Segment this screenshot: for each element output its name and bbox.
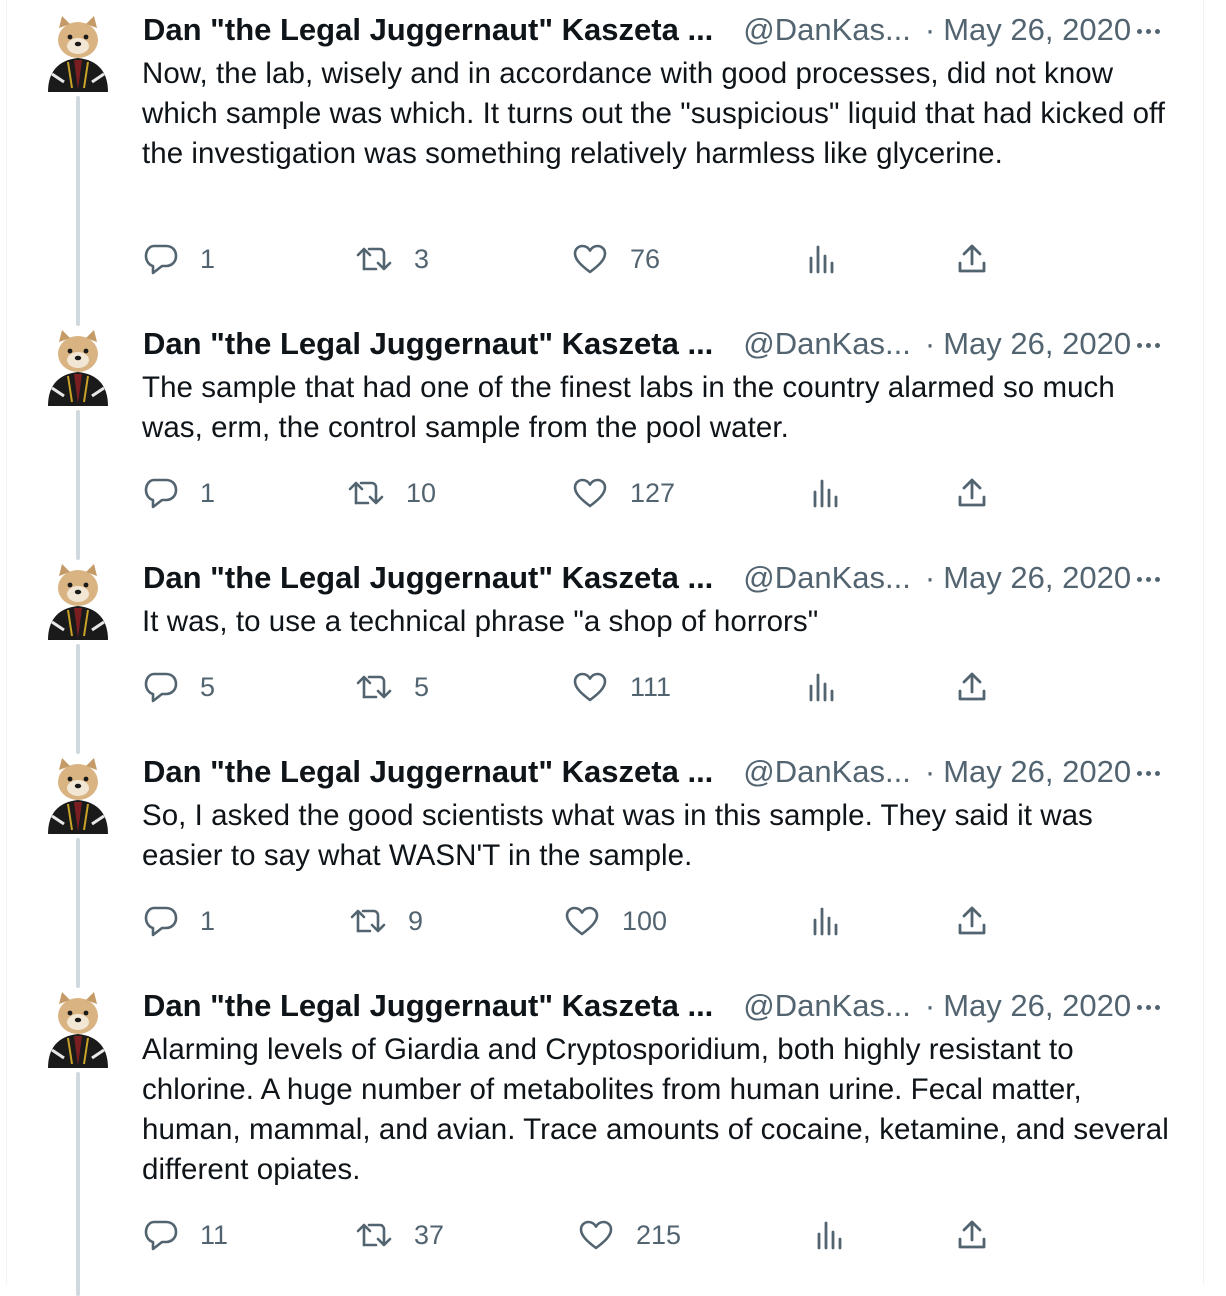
more-icon[interactable] xyxy=(1128,330,1168,360)
avatar-image xyxy=(44,754,112,836)
share-button[interactable] xyxy=(956,239,988,279)
share-icon xyxy=(956,671,988,703)
tweet-text: It was, to use a technical phrase "a shop of horrors" xyxy=(142,605,819,638)
heart-icon xyxy=(572,477,608,509)
analytics-icon xyxy=(806,672,836,702)
reply-icon xyxy=(144,905,178,937)
like-count: 100 xyxy=(622,905,668,936)
like-button[interactable] xyxy=(578,1215,681,1255)
tweet-header xyxy=(143,988,1194,1024)
share-button[interactable] xyxy=(956,473,988,513)
reply-count: 1 xyxy=(200,477,216,508)
author-name[interactable]: Dan "the Legal Juggernaut" Kaszeta ... xyxy=(143,12,714,47)
analytics-icon xyxy=(806,244,836,274)
reply-count: 11 xyxy=(200,1219,229,1250)
like-button[interactable] xyxy=(572,667,671,707)
reply-count: 1 xyxy=(200,905,216,936)
like-button[interactable] xyxy=(564,901,667,941)
like-count: 127 xyxy=(630,477,676,508)
author-handle[interactable]: @DanKas... xyxy=(743,754,911,789)
retweet-icon xyxy=(350,907,386,935)
retweet-icon xyxy=(356,673,392,701)
more-icon[interactable] xyxy=(1128,564,1168,594)
like-count: 215 xyxy=(636,1219,682,1250)
avatar-image xyxy=(44,326,112,408)
reply-icon xyxy=(144,1219,178,1251)
author-name[interactable]: Dan "the Legal Juggernaut" Kaszeta ... xyxy=(143,326,714,361)
reply-count: 1 xyxy=(200,243,216,274)
tweet-date[interactable]: May 26, 2020 xyxy=(943,560,1132,595)
avatar[interactable] xyxy=(44,754,112,836)
reply-button[interactable] xyxy=(144,239,215,279)
avatar[interactable] xyxy=(44,326,112,408)
analytics-button[interactable] xyxy=(806,667,836,707)
tweet-date[interactable]: May 26, 2020 xyxy=(943,326,1132,361)
tweet-5[interactable] xyxy=(0,976,1226,1284)
header-separator: · xyxy=(924,988,936,1023)
tweet-text: The sample that had one of the finest labs in the country alarmed so much was, erm, the control sample from the pool water. xyxy=(142,371,1115,444)
retweet-count: 9 xyxy=(408,905,424,936)
thread-connector-line xyxy=(76,96,80,326)
avatar[interactable] xyxy=(44,988,112,1070)
like-button[interactable] xyxy=(572,239,660,279)
retweet-icon xyxy=(348,479,384,507)
retweet-count: 10 xyxy=(406,477,437,508)
author-handle[interactable]: @DanKas... xyxy=(743,560,911,595)
avatar-image xyxy=(44,560,112,642)
tweet-text: So, I asked the good scientists what was in this sample. They said it was easier to say what WASN'T in the sample. xyxy=(142,799,1093,872)
reply-icon xyxy=(144,477,178,509)
share-icon xyxy=(956,905,988,937)
tweet-3[interactable] xyxy=(0,548,1226,742)
retweet-icon xyxy=(356,245,392,273)
avatar-image xyxy=(44,988,112,1070)
tweet-1[interactable] xyxy=(0,0,1226,314)
heart-icon xyxy=(564,905,600,937)
tweet-actions xyxy=(0,901,1226,941)
retweet-count: 37 xyxy=(414,1219,445,1250)
analytics-button[interactable] xyxy=(814,1215,844,1255)
retweet-count: 5 xyxy=(414,671,430,702)
share-button[interactable] xyxy=(956,901,988,941)
reply-button[interactable] xyxy=(144,1215,228,1255)
retweet-button[interactable] xyxy=(356,1215,444,1255)
author-name[interactable]: Dan "the Legal Juggernaut" Kaszeta ... xyxy=(143,560,714,595)
tweet-date[interactable]: May 26, 2020 xyxy=(943,988,1132,1023)
reply-button[interactable] xyxy=(144,473,215,513)
header-separator: · xyxy=(924,326,936,361)
thread-connector-line xyxy=(76,1072,80,1296)
tweet-actions xyxy=(0,1215,1226,1255)
more-icon[interactable] xyxy=(1128,992,1168,1022)
analytics-button[interactable] xyxy=(810,901,840,941)
tweet-actions xyxy=(0,667,1226,707)
like-count: 76 xyxy=(630,243,661,274)
share-icon xyxy=(956,477,988,509)
like-count: 111 xyxy=(630,671,672,702)
retweet-button[interactable] xyxy=(356,239,429,279)
like-button[interactable] xyxy=(572,473,675,513)
share-button[interactable] xyxy=(956,1215,988,1255)
avatar-image xyxy=(44,12,112,94)
avatar[interactable] xyxy=(44,12,112,94)
analytics-icon xyxy=(810,906,840,936)
tweet-actions xyxy=(0,239,1226,279)
heart-icon xyxy=(572,671,608,703)
reply-count: 5 xyxy=(200,671,216,702)
tweet-header xyxy=(143,560,1194,596)
share-icon xyxy=(956,243,988,275)
retweet-count: 3 xyxy=(414,243,430,274)
tweet-actions xyxy=(0,473,1226,513)
retweet-button[interactable] xyxy=(356,667,429,707)
tweet-date[interactable]: May 26, 2020 xyxy=(943,12,1132,47)
tweet-text: Now, the lab, wisely and in accordance with good processes, did not know which sample was which. It turns out the "suspicious" liquid that had kicked off the investigation was something relatively harmless like glycerine. xyxy=(142,57,1166,170)
reply-icon xyxy=(144,243,178,275)
tweet-header xyxy=(143,326,1194,362)
tweet-2[interactable] xyxy=(0,314,1226,548)
reply-button[interactable] xyxy=(144,901,215,941)
analytics-icon xyxy=(814,1220,844,1250)
author-name[interactable]: Dan "the Legal Juggernaut" Kaszeta ... xyxy=(143,754,714,789)
analytics-button[interactable] xyxy=(810,473,840,513)
tweet-4[interactable] xyxy=(0,742,1226,976)
analytics-icon xyxy=(810,478,840,508)
share-icon xyxy=(956,1219,988,1251)
tweet-header xyxy=(143,12,1194,48)
author-handle[interactable]: @DanKas... xyxy=(743,12,911,47)
more-icon[interactable] xyxy=(1128,758,1168,788)
share-button[interactable] xyxy=(956,667,988,707)
header-separator: · xyxy=(924,12,936,47)
retweet-icon xyxy=(356,1221,392,1249)
tweet-text: Alarming levels of Giardia and Cryptosporidium, both highly resistant to chlorine. A huge number of metabolites from human urine. Fecal matter, human, mammal, and avian. Trace amounts of cocaine, ketamine, and several different opiates. xyxy=(142,1033,1169,1186)
heart-icon xyxy=(578,1219,614,1251)
avatar[interactable] xyxy=(44,560,112,642)
analytics-button[interactable] xyxy=(806,239,836,279)
reply-icon xyxy=(144,671,178,703)
author-handle[interactable]: @DanKas... xyxy=(743,988,911,1023)
author-handle[interactable]: @DanKas... xyxy=(743,326,911,361)
more-icon[interactable] xyxy=(1128,16,1168,46)
author-name[interactable]: Dan "the Legal Juggernaut" Kaszeta ... xyxy=(143,988,714,1023)
tweet-header xyxy=(143,754,1194,790)
heart-icon xyxy=(572,243,608,275)
retweet-button[interactable] xyxy=(348,473,436,513)
reply-button[interactable] xyxy=(144,667,215,707)
header-separator: · xyxy=(924,754,936,789)
tweet-date[interactable]: May 26, 2020 xyxy=(943,754,1132,789)
retweet-button[interactable] xyxy=(350,901,423,941)
header-separator: · xyxy=(924,560,936,595)
